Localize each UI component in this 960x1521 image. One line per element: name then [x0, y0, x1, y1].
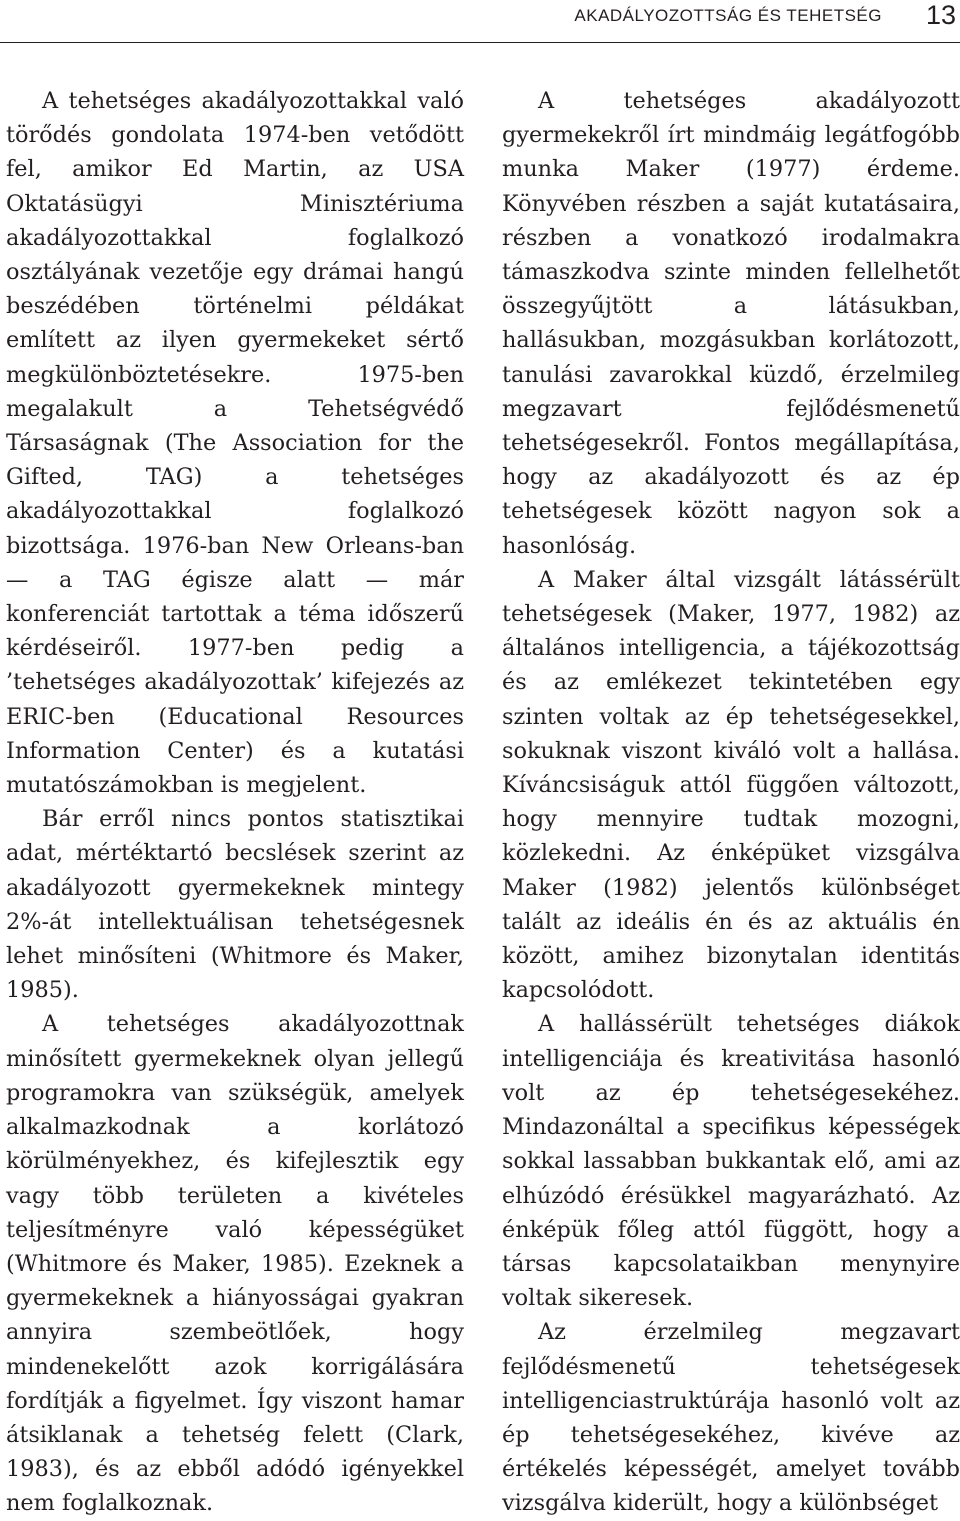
right-column: [502, 84, 960, 1521]
body-paragraph: Bár erről nincs pontos statisztikai adat, mértéktartó becslések szerint az akadályozott gyermekeknek mintegy 2%-át intellektuálisan tehetségesnek lehet minősíteni (Whitmore és Maker, 1985).: [6, 806, 464, 1004]
running-head: AKADÁLYOZOTTSÁG ÉS TEHETSÉG: [574, 6, 882, 25]
body-paragraph: A hallássérült tehetséges diákok intelligenciája és kreativitása hasonló volt az ép tehetségesekéhez. Mindazonáltal a specifikus képességek sokkal lassabban bukkantak elő, ami az elhúzódó érésükkel magyarázható. Az énképük főleg attól függött, hogy a társas kapcsolataikban menynyire voltak sikeresek.: [502, 1011, 960, 1312]
body-paragraph: A tehetséges akadályozottakkal való törődés gondolata 1974-ben vetődött fel, amikor Ed Martin, az USA Oktatásügyi Minisztériuma akadályozottakkal foglalkozó osztályának vezetője egy drámai hangú beszédében történelmi példákat említett az ilyen gyermekeket sértő megkülönböztetésekre. 1975-ben megalakult a Tehetségvédő Társaságnak (The Association for the Gifted, TAG) a tehetséges akadályozottakkal foglalkozó bizottsága. 1976-ban New Orleans-ban — a TAG égisze alatt — már konferenciát tartottak a téma időszerű kérdéseiről. 1977-ben pedig a ’tehetséges akadályozottak’ kifejezés az ERIC-ben (Educational Resources Information Center) és a kutatási mutatószámokban is megjelent.: [6, 88, 464, 799]
body-paragraph: A Maker által vizsgált látássérült tehetségesek (Maker, 1977, 1982) az általános intelligencia, a tájékozottság és az emlékezet tekintetében egy szinten voltak az ép tehetségesekkel, sokuknak viszont kiváló volt a hallása. Kíváncsiságuk attól függően változott, hogy mennyire tudtak mozogni, közlekedni. Az énképüket vizsgálva Maker (1982) jelentős különbséget talált az ideális én és az aktuális én között, amihez bizonytalan identitás kapcsolódott.: [502, 566, 960, 1004]
body-paragraph: A tehetséges akadályozott gyermekekről írt mindmáig legátfogóbb munka Maker (1977) érdeme. Könyvében részben a saját kutatásaira, részben a vonatkozó irodalmakra támaszkodva szinte minden fellelhetőt összegyűjtött a látásukban, hallásukban, mozgásukban korlátozott, tanulási zavarokkal küzdő, érzelmileg megzavart fejlődésmenetű tehetségesekről. Fontos megállapítása, hogy az akadályozott és az ép tehetségesek között nagyon sok a hasonlóság.: [502, 88, 960, 559]
page-number: 13: [925, 0, 956, 30]
body-paragraph: Az érzelmileg megzavart fejlődésmenetű tehetségesek intelligenciastruktúrája hasonló volt az ép tehetségesekéhez, kivéve az értékelés képességét, amelyet tovább vizsgálva kiderült, hogy a különbséget: [502, 1319, 960, 1517]
body-paragraph: A tehetséges akadályozottnak minősített gyermekeknek olyan jellegű programokra van szükségük, amelyek alkalmazkodnak a korlátozó körülményekhez, és kifejlesztik egy vagy több területen a kivételes teljesítményre való képességüket (Whitmore és Maker, 1985). Ezeknek a gyermekeknek a hiányosságai gyakran annyira szembeötlőek, hogy mindenekelőtt azok korrigálására fordítják a figyelmet. Így viszont hamar átsiklanak a tehetség felett (Clark, 1983), és az ebből adódó igényekkel nem foglalkoznak.: [6, 1011, 464, 1517]
page-header: [0, 0, 960, 43]
left-column: [6, 84, 464, 1521]
